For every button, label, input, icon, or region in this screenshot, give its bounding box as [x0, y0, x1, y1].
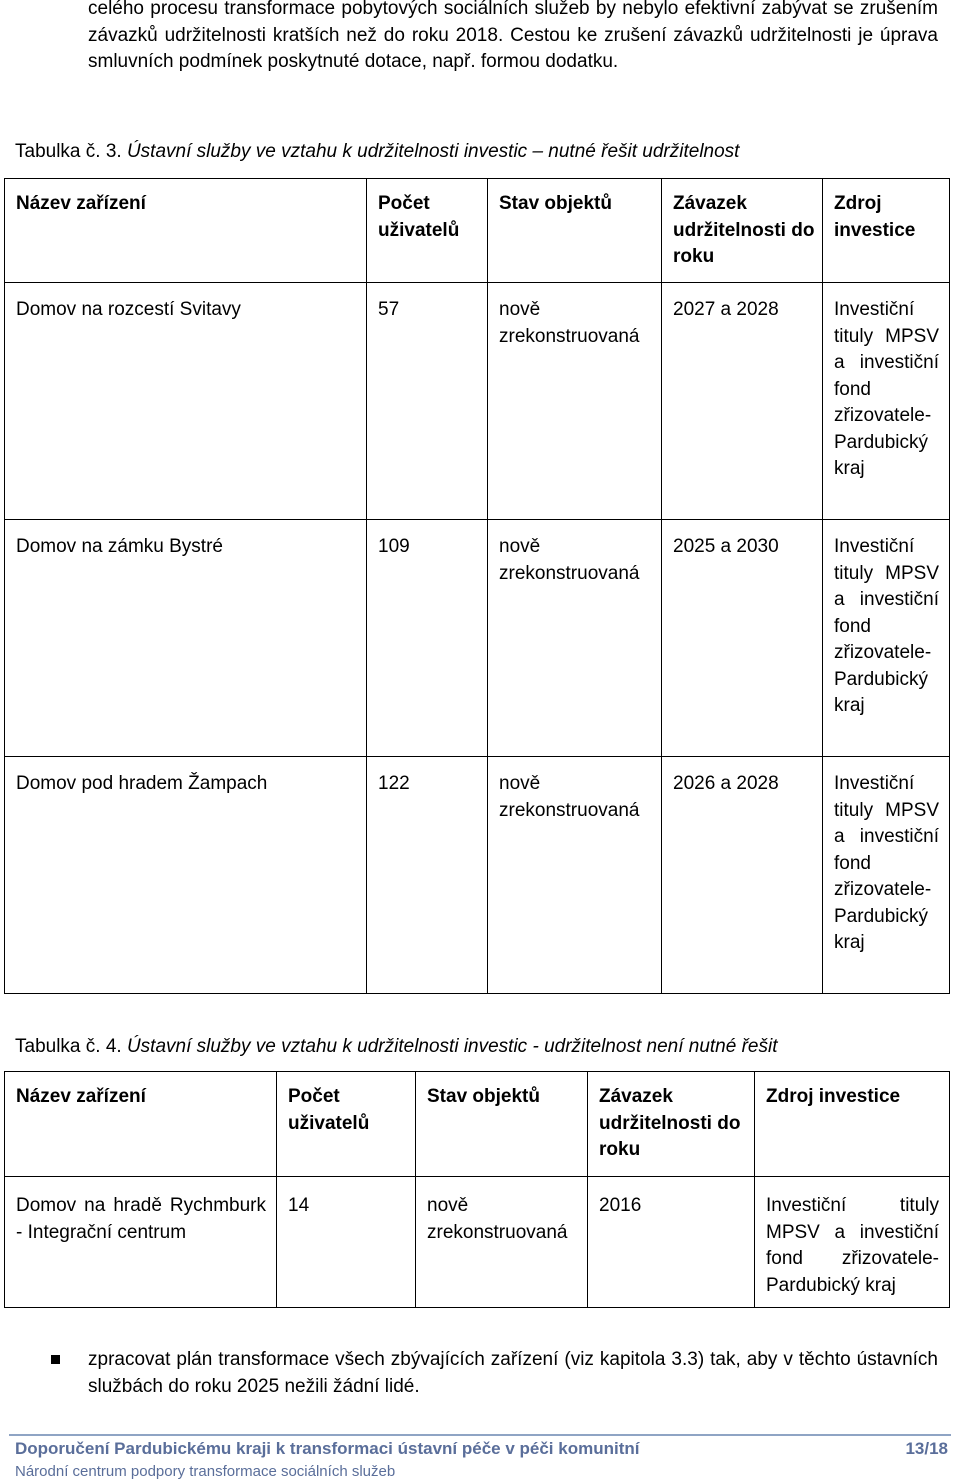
table4-header: Zdroj investice [755, 1072, 950, 1177]
table-cell: 57 [367, 283, 488, 520]
table4-caption [15, 1034, 777, 1061]
table-cell: 2026 a 2028 [662, 757, 823, 994]
page-number: 13/18 [905, 1439, 948, 1458]
table3 [4, 178, 950, 994]
table-cell: Domov na rozcestí Svitavy [5, 283, 367, 520]
table3-header: Počet uživatelů [367, 179, 488, 283]
table-cell: 2025 a 2030 [662, 520, 823, 757]
table3-caption-prefix: Tabulka č. 3. [15, 141, 122, 162]
bullet-square-icon [51, 1355, 60, 1364]
table4 [4, 1071, 950, 1308]
table3-header: Stav objektů [488, 179, 662, 283]
table-cell: Investiční tituly MPSV a investiční fond zřizovatele- Pardubický kraj [823, 283, 950, 520]
table4-header: Počet uživatelů [277, 1072, 416, 1177]
table-row [5, 520, 950, 757]
intro-paragraph: celého procesu transformace pobytových sociálních služeb by nebylo efektivní zabývat se zrušením závazků udržitelnosti kratších než do roku 2018. Cestou ke zrušení závazků udržitelnosti je úprava smluvních podmínek poskytnuté dotace, např. formou dodatku. [88, 0, 938, 72]
table-cell: 2016 [588, 1177, 755, 1308]
table4-caption-prefix: Tabulka č. 4. [15, 1036, 122, 1057]
table-cell: nově zrekonstruovaná [416, 1177, 588, 1308]
table-cell: 109 [367, 520, 488, 757]
table-cell: Investiční tituly MPSV a investiční fond zřizovatele- Pardubický kraj [755, 1177, 950, 1308]
table-cell: 122 [367, 757, 488, 994]
table3-header: Zdroj investice [823, 179, 950, 283]
table3-caption-title: Ústavní služby ve vztahu k udržitelnosti investic – nutné řešit udržitelnost [126, 141, 740, 162]
table-row [5, 757, 950, 994]
table-cell: Investiční tituly MPSV a investiční fond zřizovatele- Pardubický kraj [823, 520, 950, 757]
table-cell: Investiční tituly MPSV a investiční fond zřizovatele- Pardubický kraj [823, 757, 950, 994]
table-row [5, 283, 950, 520]
table4-caption-title: Ústavní služby ve vztahu k udržitelnosti investic - udržitelnost není nutné řešit [126, 1036, 778, 1057]
table-cell: nově zrekonstruovaná [488, 520, 662, 757]
table-cell: nově zrekonstruovaná [488, 757, 662, 994]
footer-organization: Národní centrum podpory transformace sociálních služeb [15, 1463, 396, 1480]
table-cell: 14 [277, 1177, 416, 1308]
footer-title: Doporučení Pardubickému kraji k transformaci ústavní péče v péči komunitní [15, 1439, 640, 1458]
table-cell: nově zrekonstruovaná [488, 283, 662, 520]
table4-header-row [5, 1072, 950, 1177]
table-cell: Domov pod hradem Žampach [5, 757, 367, 994]
table4-header: Stav objektů [416, 1072, 588, 1177]
table3-header: Závazek udržitelnosti do roku [662, 179, 823, 283]
footer-divider [9, 1434, 951, 1436]
table4-header: Závazek udržitelnosti do roku [588, 1072, 755, 1177]
table-cell: Domov na zámku Bystré [5, 520, 367, 757]
table3-header-row [5, 179, 950, 283]
bullet-text: zpracovat plán transformace všech zbývajících zařízení (viz kapitola 3.3) tak, aby v těchto ústavních službách do roku 2025 nežili žádní lidé. [88, 1349, 938, 1397]
table-cell: 2027 a 2028 [662, 283, 823, 520]
table-cell: Domov na hradě Rychmburk - Integrační centrum [5, 1177, 277, 1308]
table3-header: Název zařízení [5, 179, 367, 283]
table3-caption [15, 139, 739, 166]
table-row [5, 1177, 950, 1308]
table4-header: Název zařízení [5, 1072, 277, 1177]
